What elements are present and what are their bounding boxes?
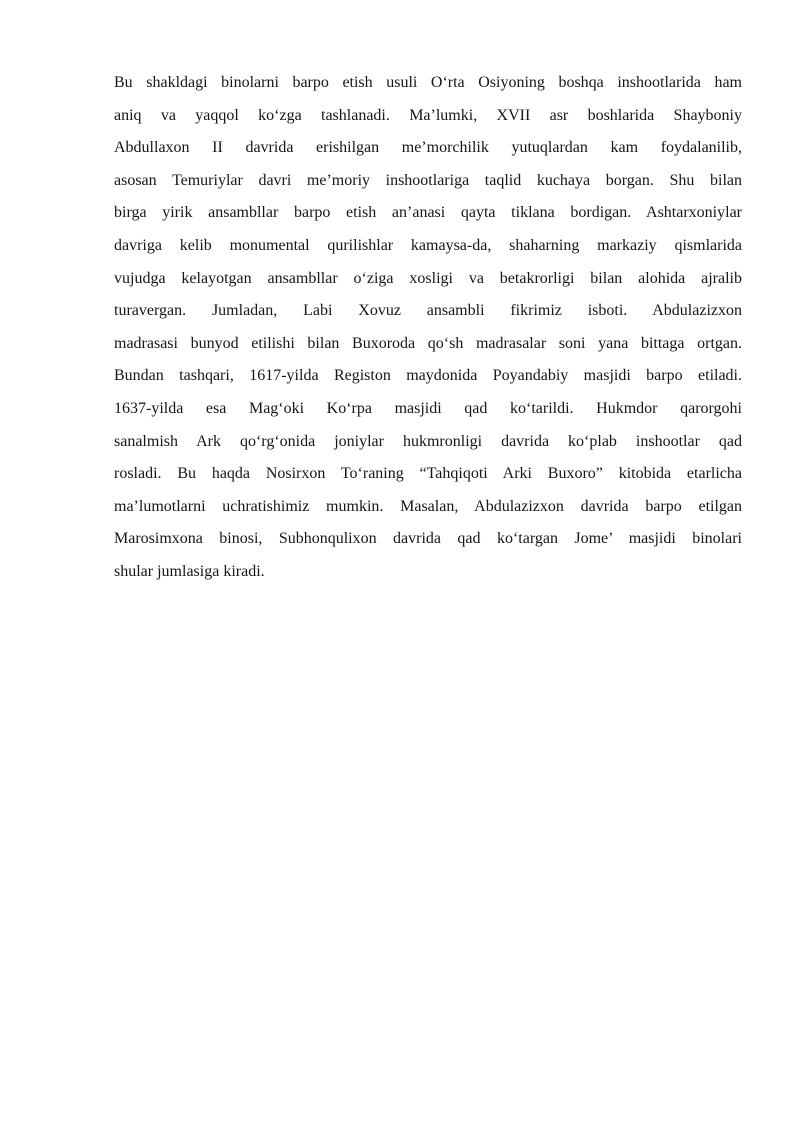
paragraph-line: Abdullaxon II davrida erishilgan me’morchilik yutuqlardan kam foydalanilib,: [114, 139, 742, 157]
paragraph-line: 1637-yilda esa Magʻoki Koʻrpa masjidi qad koʻtarildi. Hukmdor qarorgohi: [114, 399, 742, 417]
paragraph-line: asosan Temuriylar davri me’moriy inshootlariga taqlid kuchaya borgan. Shu bilan: [114, 171, 742, 189]
paragraph-line: sanalmish Ark qoʻrgʻonida joniylar hukmronligi davrida koʻplab inshootlar qad: [114, 432, 742, 450]
paragraph-line: ma’lumotlarni uchratishimiz mumkin. Masalan, Abdulazizxon davrida barpo etilgan: [114, 497, 742, 515]
paragraph-line: vujudga kelayotgan ansambllar oʻziga xosligi va betakrorligi bilan alohida ajralib: [114, 269, 742, 287]
paragraph-line: shular jumlasiga kiradi.: [114, 562, 265, 580]
paragraph-line: birga yirik ansambllar barpo etish an’anasi qayta tiklana bordigan. Ashtarxoniylar: [114, 204, 742, 222]
paragraph-line: turavergan. Jumladan, Labi Xovuz ansambli fikrimiz isboti. Abdulazizxon: [114, 302, 742, 320]
paragraph-line: davriga kelib monumental qurilishlar kamaysa-da, shaharning markaziy qismlarida: [114, 236, 742, 254]
paragraph-line: Bu shakldagi binolarni barpo etish usuli Oʻrta Osiyoning boshqa inshootlarida ham: [114, 74, 742, 91]
body-paragraph: [114, 67, 742, 589]
paragraph-line: aniq va yaqqol koʻzga tashlanadi. Ma’lumki, XVII asr boshlarida Shayboniy: [114, 106, 742, 124]
paragraph-line: rosladi. Bu haqda Nosirxon Toʻraning “Tahqiqoti Arki Buxoro” kitobida etarlicha: [114, 465, 742, 483]
paragraph-line: Bundan tashqari, 1617-yilda Registon maydonida Poyandabiy masjidi barpo etiladi.: [114, 367, 742, 385]
paragraph-line: Marosimxona binosi, Subhonqulixon davrida qad koʻtargan Jome’ masjidi binolari: [114, 530, 742, 548]
paragraph-line: madrasasi bunyod etilishi bilan Buxoroda qoʻsh madrasalar soni yana bittaga ortgan.: [114, 334, 742, 352]
